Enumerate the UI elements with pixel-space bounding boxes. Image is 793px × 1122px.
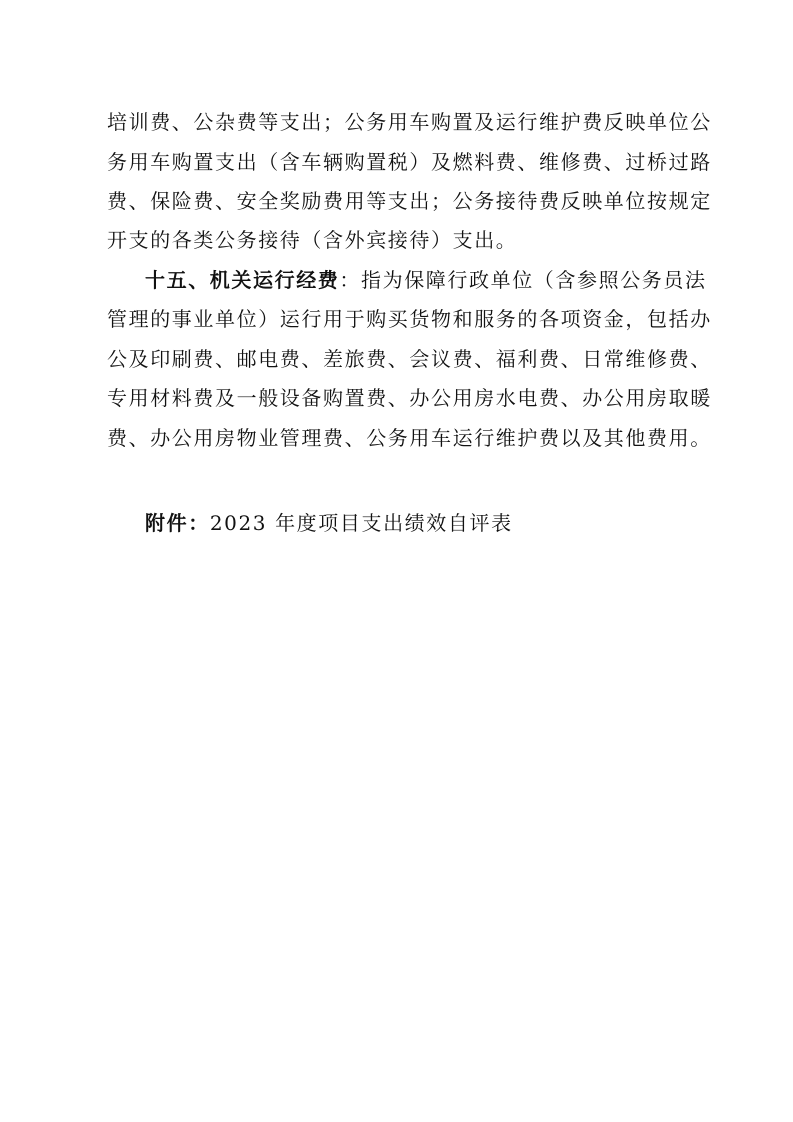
- paragraph-line: 培训费、公杂费等支出；公务用车购置及运行维护费反映单位公: [107, 110, 712, 134]
- section-15-first-line-text: ：指为保障行政单位（含参照公务员法: [339, 268, 707, 292]
- attachment-line: [145, 505, 697, 541]
- attachment-text: 2023 年度项目支出绩效自评表: [209, 511, 513, 535]
- paragraph-line: 费、保险费、安全奖励费用等支出；公务接待费反映单位按规定: [107, 189, 712, 213]
- paragraph-line: 开支的各类公务接待（含外宾接待）支出。: [107, 228, 518, 252]
- paragraph-line: 务用车购置支出（含车辆购置税）及燃料费、维修费、过桥过路: [107, 150, 712, 174]
- section-15-first-line: [145, 262, 707, 298]
- paragraph-line: 费、办公用房物业管理费、公务用车运行维护费以及其他费用。: [107, 426, 712, 450]
- section-15-heading: 十五、机关运行经费: [145, 268, 340, 292]
- paragraph-line: 专用材料费及一般设备购置费、办公用房水电费、办公用房取暖: [107, 386, 712, 410]
- attachment-label: 附件：: [145, 511, 210, 535]
- paragraph-line: 公及印刷费、邮电费、差旅费、会议费、福利费、日常维修费、: [107, 347, 712, 371]
- paragraph-line: 管理的事业单位）运行用于购买货物和服务的各项资金，包括办: [107, 307, 712, 331]
